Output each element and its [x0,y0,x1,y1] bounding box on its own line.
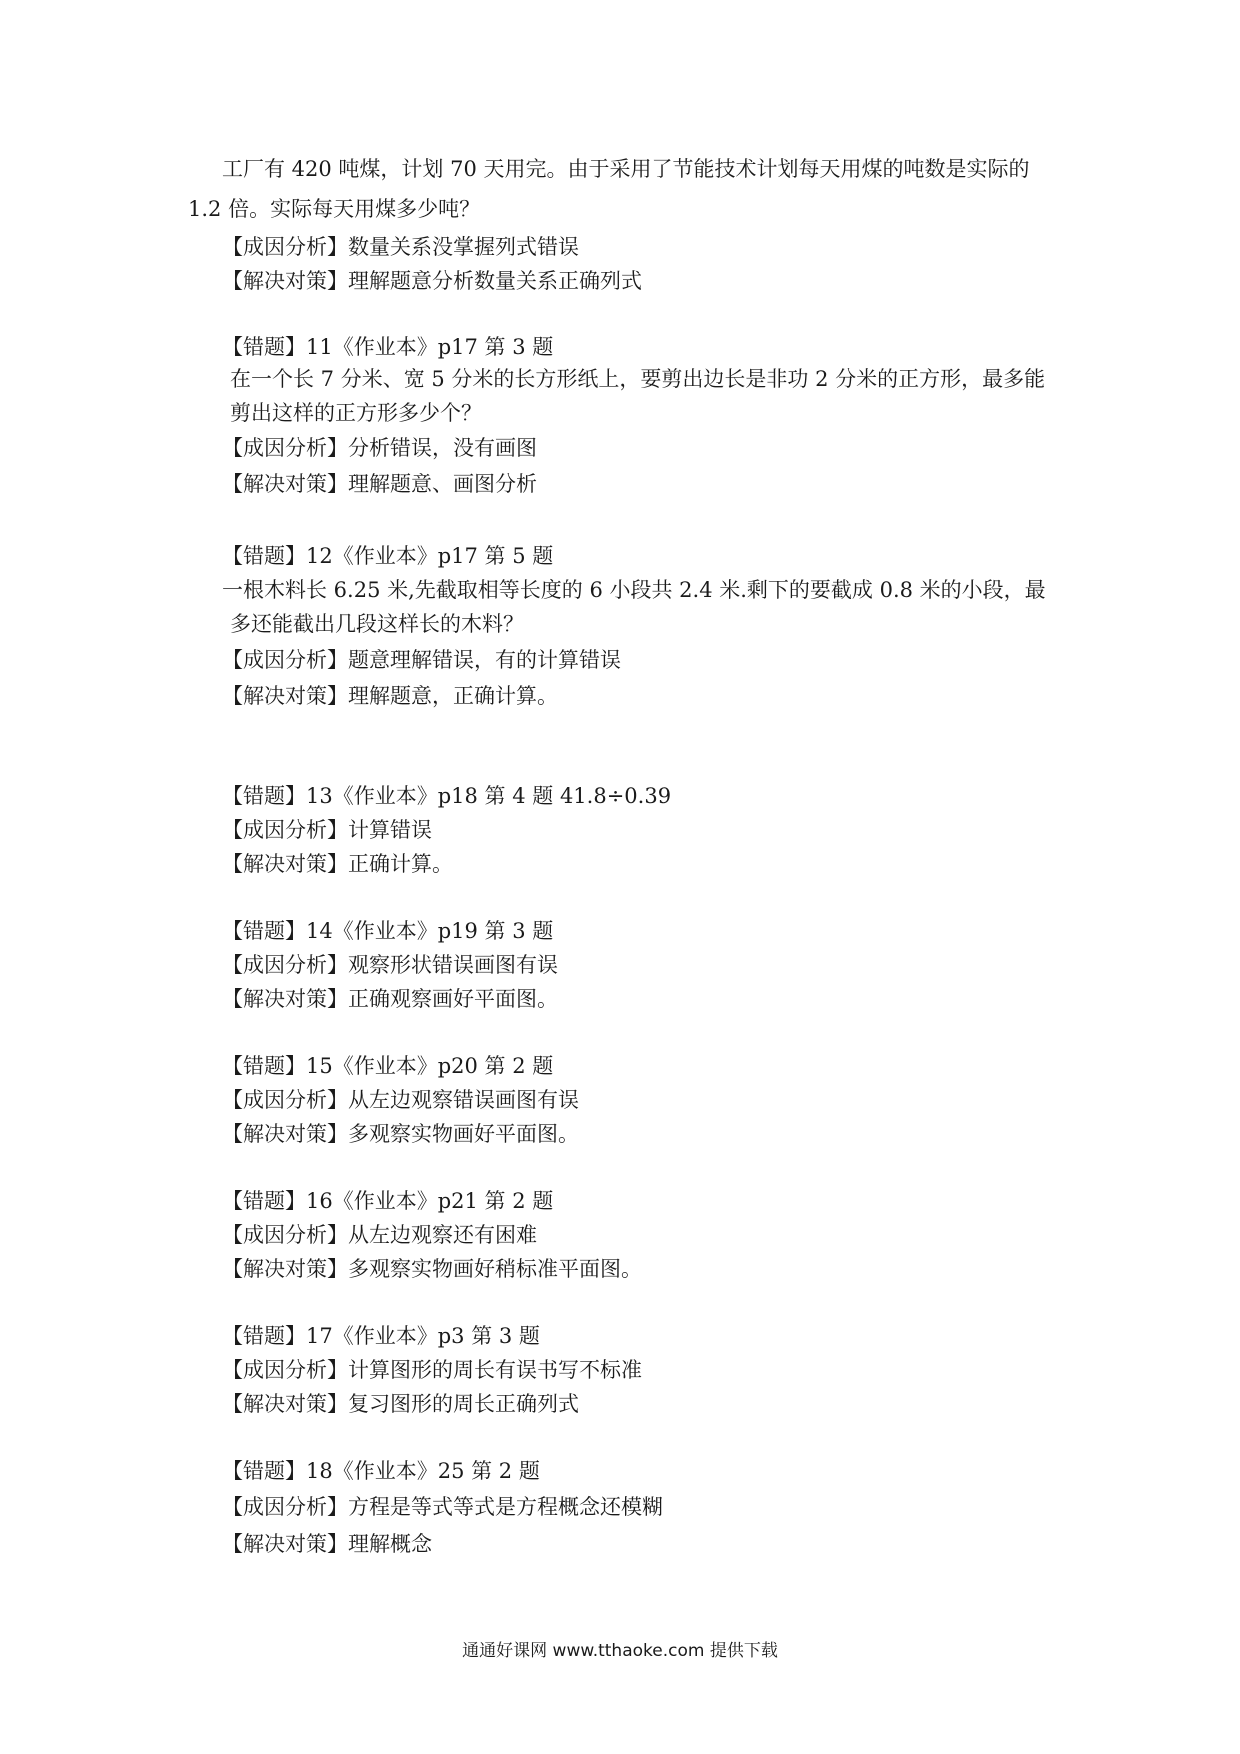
intro-line-2: 1.2 倍。实际每天用煤多少吨？ [188,197,481,221]
question-11-line-2: 剪出这样的正方形多少个？ [230,401,482,425]
solution-15: 【解决对策】多观察实物画好平面图。 [222,1122,579,1146]
error-title-18: 【错题】18《作业本》25 第 2 题 [222,1459,540,1483]
solution-13: 【解决对策】正确计算。 [222,852,453,876]
solution-17: 【解决对策】复习图形的周长正确列式 [222,1392,579,1416]
error-title-11: 【错题】11《作业本》p17 第 3 题 [222,335,554,359]
footer-download-note: 通通好课网 www.tthaoke.com 提供下载 [462,1641,778,1661]
error-title-15: 【错题】15《作业本》p20 第 2 题 [222,1054,554,1078]
question-11-line-1: 在一个长 7 分米、宽 5 分米的长方形纸上，要剪出边长是非功 2 分米的正方形，最多能 [230,367,1046,391]
cause-16: 【成因分析】从左边观察还有困难 [222,1223,537,1247]
cause-11: 【成因分析】分析错误，没有画图 [222,436,537,460]
cause-18: 【成因分析】方程是等式等式是方程概念还模糊 [222,1495,663,1519]
intro-cause: 【成因分析】数量关系没掌握列式错误 [222,235,579,259]
error-title-13: 【错题】13《作业本》p18 第 4 题 41.8÷0.39 [222,784,672,808]
intro-line-1: 工厂有 420 吨煤，计划 70 天用完。由于采用了节能技术计划每天用煤的吨数是实际的 [222,157,1030,181]
intro-solution: 【解决对策】理解题意分析数量关系正确列式 [222,269,642,293]
solution-14: 【解决对策】正确观察画好平面图。 [222,987,558,1011]
solution-18: 【解决对策】理解概念 [222,1532,432,1556]
error-title-12: 【错题】12《作业本》p17 第 5 题 [222,544,554,568]
cause-12: 【成因分析】题意理解错误，有的计算错误 [222,648,621,672]
error-title-14: 【错题】14《作业本》p19 第 3 题 [222,919,554,943]
solution-12: 【解决对策】理解题意，正确计算。 [222,684,558,708]
solution-11: 【解决对策】理解题意、画图分析 [222,472,537,496]
solution-16: 【解决对策】多观察实物画好稍标准平面图。 [222,1257,642,1281]
question-12-line-1: 一根木料长 6.25 米,先截取相等长度的 6 小段共 2.4 米.剩下的要截成 0.8 米的小段，最 [222,578,1046,602]
error-title-16: 【错题】16《作业本》p21 第 2 题 [222,1189,554,1213]
cause-17: 【成因分析】计算图形的周长有误书写不标准 [222,1358,642,1382]
question-12-line-2: 多还能截出几段这样长的木料？ [230,612,524,636]
error-title-17: 【错题】17《作业本》p3 第 3 题 [222,1324,540,1348]
cause-13: 【成因分析】计算错误 [222,818,432,842]
cause-14: 【成因分析】观察形状错误画图有误 [222,953,558,977]
cause-15: 【成因分析】从左边观察错误画图有误 [222,1088,579,1112]
